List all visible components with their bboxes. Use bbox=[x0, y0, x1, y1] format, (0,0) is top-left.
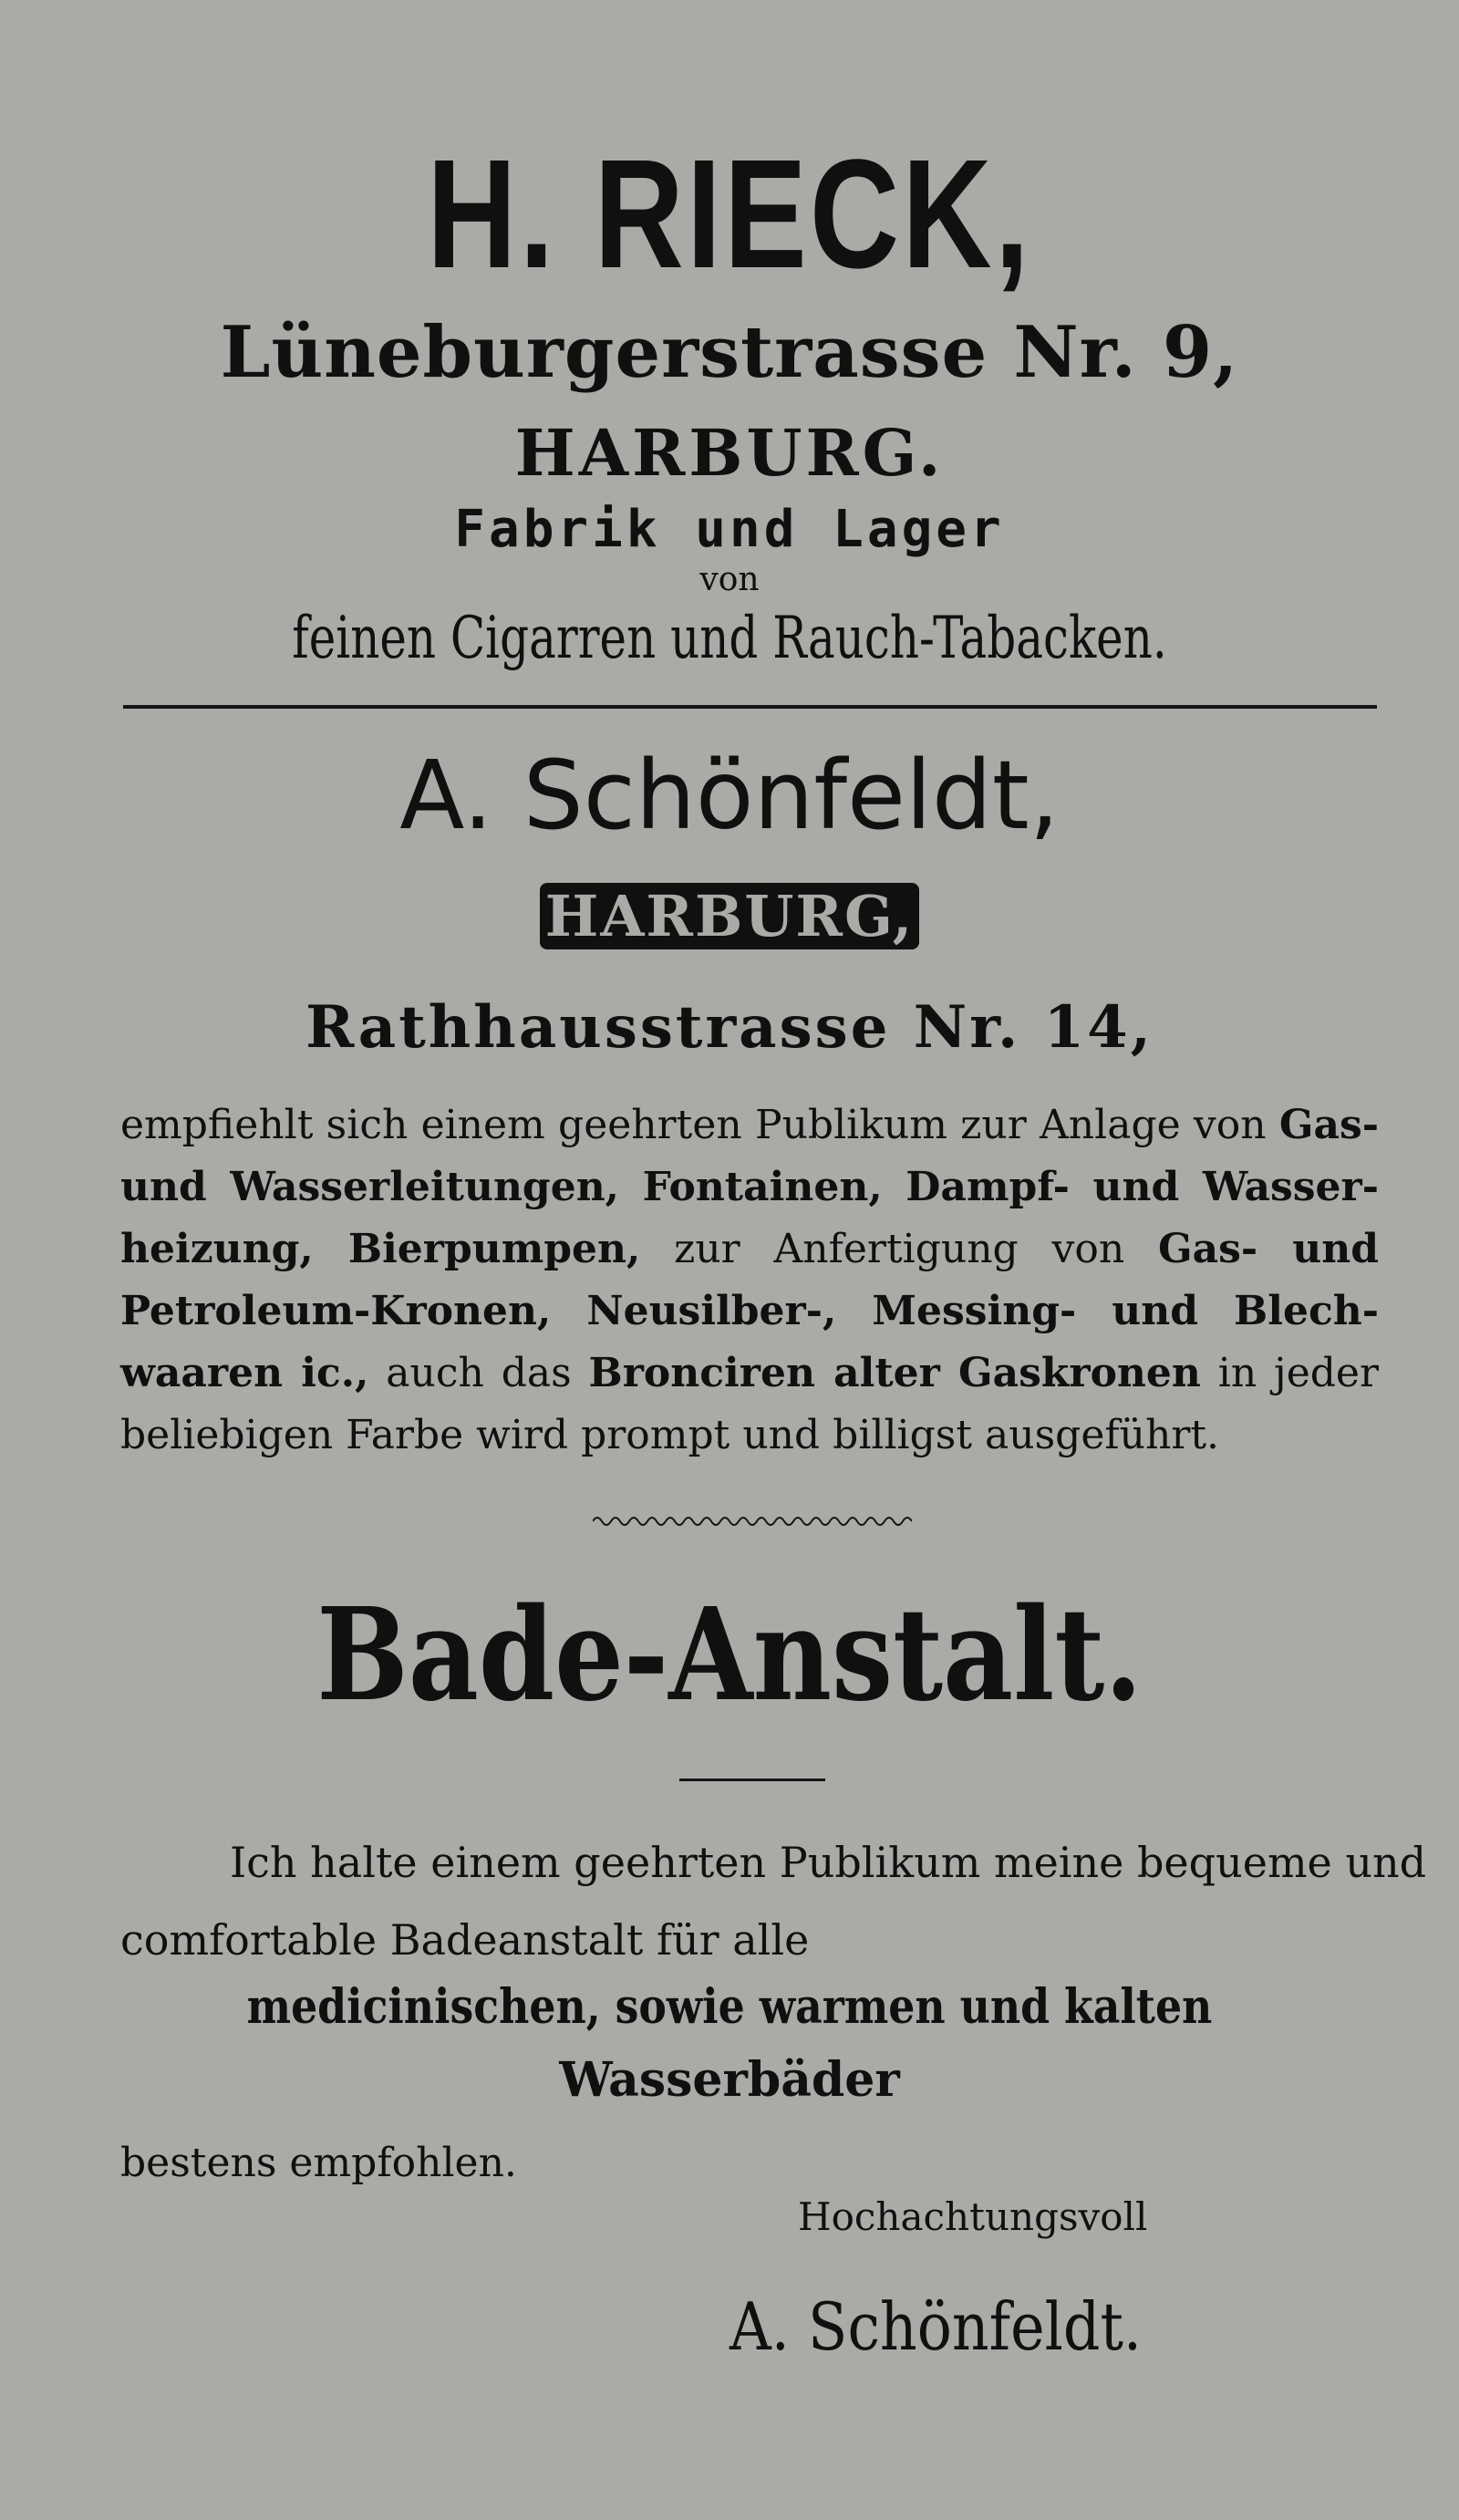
bade-closing: bestens empfohlen. bbox=[120, 2140, 517, 2186]
bade-intro-line: Ich halte einem geehrten Publikum meine bequeme und bbox=[230, 1838, 1427, 1887]
bade-offer-line: medicinischen, sowie warmen und kalten bbox=[246, 1979, 1213, 2035]
bade-signature: A. Schönfeldt. bbox=[730, 2288, 1143, 2365]
rieck-goods: feinen Cigarren und Rauch-Tabacken. bbox=[292, 605, 1167, 672]
wavy-divider bbox=[593, 1512, 912, 1530]
rieck-von: von bbox=[699, 561, 760, 598]
schoenfeldt-street-address: Rathhausstrasse Nr. 14, bbox=[305, 993, 1154, 1062]
rieck-city: HARBURG. bbox=[514, 415, 945, 491]
body-line: und Wasserleitungen, Fontainen, Dampf- und Wasser- bbox=[120, 1164, 1379, 1210]
body-line: Petroleum-Kronen, Neusilber-, Messing- und Blech- bbox=[120, 1288, 1379, 1334]
body-line: beliebigen Farbe wird prompt und billigst ausgeführt. bbox=[120, 1412, 1220, 1458]
bade-intro bbox=[120, 1824, 1427, 1979]
schoenfeldt-city-text: HARBURG, bbox=[540, 883, 920, 949]
bade-intro-line: comfortable Badeanstalt für alle bbox=[120, 1915, 810, 1965]
section-divider bbox=[123, 705, 1377, 709]
body-line: heizung, Bierpumpen, zur Anfertigung von Gas- und bbox=[120, 1226, 1379, 1272]
bade-offer-line: Wasserbäder bbox=[559, 2052, 900, 2108]
schoenfeldt-body-text bbox=[120, 1094, 1379, 1467]
bade-regards: Hochachtungsvoll bbox=[798, 2194, 1148, 2239]
body-line: empfiehlt sich einem geehrten Publikum zur Anlage von Gas- bbox=[120, 1102, 1379, 1148]
schoenfeldt-name: A. Schönfeldt, bbox=[399, 740, 1060, 851]
schoenfeldt-city bbox=[0, 883, 1459, 949]
body-line: waaren ic., auch das Bronciren alter Gaskronen in jeder bbox=[120, 1350, 1379, 1396]
rieck-street-address: Lüneburgerstrasse Nr. 9, bbox=[220, 311, 1239, 394]
rieck-company-name: H. RIECK, bbox=[427, 128, 1032, 301]
rieck-tagline: Fabrik und Lager bbox=[454, 500, 1005, 559]
short-divider bbox=[679, 1779, 825, 1781]
bade-title: Bade-Anstalt. bbox=[316, 1581, 1143, 1730]
